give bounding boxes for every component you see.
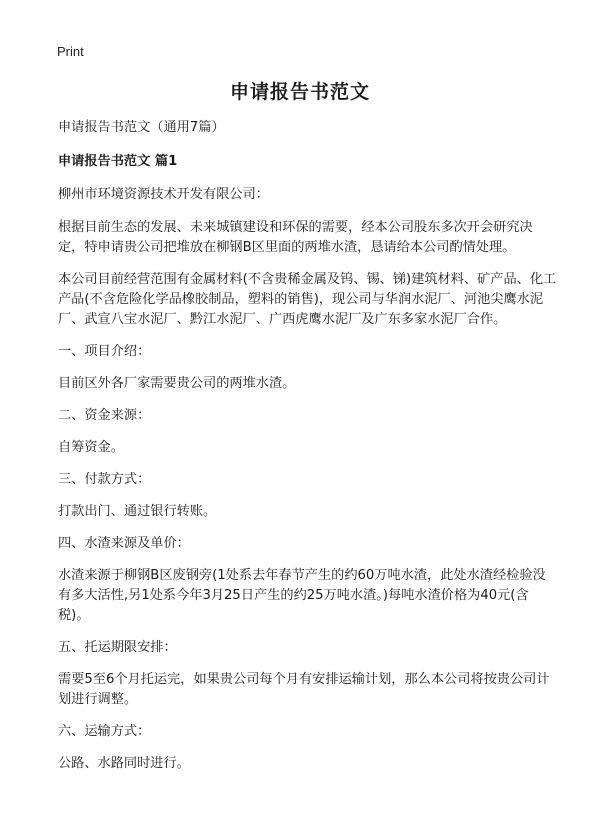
section-heading: 申请报告书范文 篇1 <box>58 154 178 169</box>
salutation: 柳州市环境资源技术开发有限公司： <box>58 187 269 202</box>
paragraph-shipping-schedule: 需要5至6个月托运完，如果贵公司每个月有安排运输计划，那么本公司将按贵公司计划进行调整。 <box>58 672 550 707</box>
print-label: Print <box>57 44 84 59</box>
document-body <box>58 118 558 786</box>
paragraph-business-scope: 本公司目前经营范围有金属材料(不含贵稀金属及钨、锡、锑)建筑材料、矿产品、化工产品(不含危险化学品橡胶制品，塑料的销售)，现公司与华润水泥厂、河池尖鹰水泥厂、武宣八宝水泥厂、黔江水泥厂、广西虎鹰水泥厂及广东多家水泥厂合作。 <box>58 272 557 327</box>
paragraph-slag-source-price: 水渣来源于柳钢B区废钢旁(1处系去年春节产生的约60万吨水渣，此处水渣经检验没有多大活性,另1处系今年3月25日产生的约25万吨水渣。)每吨水渣价格为40元(含税)。 <box>58 568 546 623</box>
paragraph-payment-method: 打款出门、通过银行转账。 <box>58 504 217 519</box>
paragraph-request: 根据目前生态的发展、未来城镇建设和环保的需要，经本公司股东多次开会研究决定，特申请贵公司把堆放在柳钢B区里面的两堆水渣，恳请给本公司酌情处理。 <box>58 220 533 255</box>
document-title: 申请报告书范文 <box>229 81 370 103</box>
heading-payment-method: 三、付款方式： <box>58 472 151 487</box>
heading-transport-mode: 六、运输方式： <box>58 724 151 739</box>
heading-project-intro: 一、项目介绍： <box>58 344 151 359</box>
paragraph-project-intro: 目前区外各厂家需要贵公司的两堆水渣。 <box>58 376 296 391</box>
heading-slag-source-price: 四、水渣来源及单价： <box>58 536 190 551</box>
paragraph-transport-mode: 公路、水路同时进行。 <box>58 756 190 771</box>
paragraph-funding-source: 自筹资金。 <box>58 440 124 455</box>
heading-shipping-schedule: 五、托运期限安排： <box>58 640 177 655</box>
heading-funding-source: 二、资金来源： <box>58 408 151 423</box>
document-subtitle: 申请报告书范文（通用7篇） <box>58 120 225 135</box>
